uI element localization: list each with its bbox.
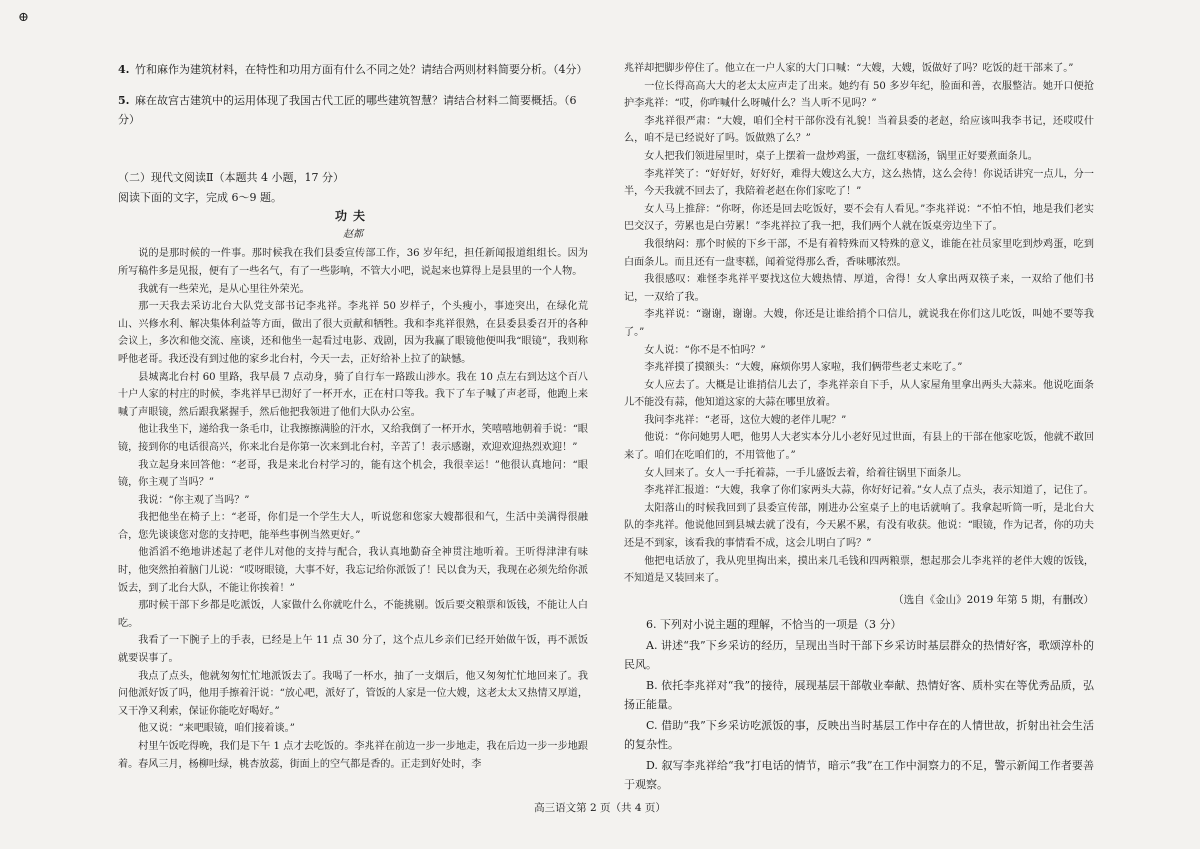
question-number: 5. <box>118 94 130 107</box>
section-instruction: 阅读下面的文字，完成 6～9 题。 <box>118 190 282 204</box>
story-paragraph: 我很纳闷：那个时候的下乡干部，不是有着特殊而又特殊的意义，谁能在社员家里吃到炒鸡蛋，吃到白面条儿。而且还有一盘枣糕，闻着觉得那么香，香味哪浓烈。 <box>624 238 1094 268</box>
story-paragraph: 太阳落山的时候我回到了县委宣传部，刚进办公室桌子上的电话就响了。我拿起听筒一听，是北台大队的李兆祥。他说他回到县城去就了没有，今天累不累，有没有收获。他说：“眼镜，作为记者，你的功夫还是不到家，该看我的事情看不成，这会儿明白了吗？” <box>624 502 1094 550</box>
question-5 <box>118 91 588 129</box>
story-paragraph: 他让我坐下，递给我一条毛巾，让我擦擦满脸的汗水，又给我倒了一杯开水，笑嘻嘻地朝着手说：“眼镜，接到你的电话很高兴，你来北台是你第一次来到北台村，辛苦了！表示感谢，欢迎欢迎热烈欢迎！” <box>118 424 588 453</box>
story-paragraph: 女人回来了。女人一手托着蒜，一手儿盛饭去着，给着往锅里下面条儿。 <box>644 467 968 479</box>
story-paragraph: 一位长得高高大大的老太太应声走了出来。她约有 50 多岁年纪，脸面和善，衣服整洁。她开口便抢护李兆祥：“哎，你咋喊什么呀喊什么？当人听不见吗？” <box>624 80 1094 110</box>
section-title: （二）现代文阅读Ⅱ（本题共 4 小题，17 分） <box>118 171 344 184</box>
story-paragraph: 我问李兆祥：“老哥，这位大嫂的老伴儿呢？” <box>644 414 847 426</box>
story-paragraph: 女人马上推辞：“你呀，你还是回去吃饭好，要不会有人看见。”李兆祥说：“不怕不怕，地是我们老实巴交汉子，劳累也是白劳累！”李兆祥拉了我一把，我们两个人就在饭桌旁边坐下了。 <box>624 203 1094 233</box>
story-paragraph: 兆祥却把脚步停住了。他立在一户人家的大门口喊：“大嫂，大嫂，饭做好了吗？吃饭的赶干部来了。” <box>624 63 1074 74</box>
story-paragraph: 他滔滔不绝地讲述起了老伴儿对他的支持与配合，我认真地勤奋全神贯注地听着。王听得津津有味时，他突然拍着脑门儿说：“哎呀眼镜，大事不好，我忘记给你派饭了！民以食为天，我现在必须先给你派饭去，到了北台大队，不能让你挨着！” <box>118 547 588 594</box>
story-body-right <box>624 60 1094 588</box>
story-body-left <box>118 245 588 773</box>
story-title: 功夫 <box>334 209 371 224</box>
question-number: 4. <box>118 63 130 76</box>
story-paragraph: 村里午饭吃得晚，我们是下午 1 点才去吃饭的。李兆祥在前边一步一步地走，我在后边一步一步地跟着。春风三月，杨柳吐绿，桃杏放蕊，街面上的空气都是香的。正走到好处时，李 <box>118 741 588 770</box>
story-paragraph: 他说：“你问她男人吧，他男人大老实本分儿小老好见过世面，有县上的干部在他家吃饭，他就不敢回来了。咱们在吃咱们的，不用管他了。” <box>624 432 1094 462</box>
story-paragraph: 李兆祥笑了：“好好好，好好好，难得大嫂这么大方，这么热情，这么会待！你说话讲究一点儿，分一半，今天我就不回去了，我陪着老赵在你们家吃了！” <box>624 168 1094 198</box>
story-paragraph: 我很感叹：难怪李兆祥平要找这位大嫂热情、厚道，舍得！女人拿出两双筷子来，一双给了他们书记，一双给了我。 <box>624 274 1094 303</box>
story-paragraph: 那一天我去采访北台大队党支部书记李兆祥。李兆祥 50 岁样子，个头瘦小，事迹突出，在绿化荒山、兴修水利、解决集体利益等方面，做出了很大贡献和牺牲。我和李兆祥很熟，在县委县委召开的各种会议上，多次和他交流、座谈，还和他坐一起看过电影、戏剧，因为我赢了眼镜他便叫我“眼镜”，我则称呼他老哥。我还没有到过他的家乡北台村，今天一去，正好给补上拉了的缺憾。 <box>118 301 588 365</box>
story-paragraph: 我看了一下腕子上的手表，已经是上午 11 点 30 分了，这个点儿乡亲们已经开始做午饭，再不派饭就要误事了。 <box>118 635 588 665</box>
story-paragraph: 我立起身来回答他：“老哥，我是来北台村学习的，能有这个机会，我很幸运！”他很认真地问：“眼镜，你主观了当吗？” <box>118 459 588 489</box>
question-4 <box>118 60 588 79</box>
story-source: （选自《金山》2019 年第 5 期，有删改） <box>893 593 1094 606</box>
story-paragraph: 那时候干部下乡都是吃派饭，人家做什么你就吃什么，不能挑剔。饭后要交粮票和饭钱，不能让人白吃。 <box>118 600 588 629</box>
page-footer: 高三语文第 2 页（共 4 页） <box>534 802 666 814</box>
story-paragraph: 他把电话放了，我从兜里掏出来，摸出来几毛钱和四两粮票，想起那会儿李兆祥的老伴大嫂的饭钱，不知道是又装回来了。 <box>624 555 1094 585</box>
answer-options <box>624 636 1094 794</box>
binding-hole-icon: ⊕ <box>18 10 29 25</box>
question-6 <box>624 615 1094 794</box>
answer-option-d: D. 叙写李兆祥给“我”打电话的情节，暗示“我”在工作中洞察力的不足，警示新闻工作者要善于观察。 <box>624 759 1094 792</box>
story-paragraph: 女人应去了。大概是让谁捎信儿去了，李兆祥亲自下手，从人家屋角里拿出两头大蒜来。他说吃面条儿不能没有蒜，他知道这家的大蒜在哪里放着。 <box>624 379 1094 409</box>
story-paragraph: 我就有一些荣光，是从心里往外荣光。 <box>138 283 310 295</box>
story-author: 赵都 <box>343 228 363 240</box>
story-paragraph: 县城离北台村 60 里路，我早晨 7 点动身，骑了自行车一路跋山涉水。我在 10 点左右到达这个百八十户人家的村庄的时候，李兆祥早已沏好了一杯开水，正在村口等我。我下了车子喊了声老哥，他跑上来喊了声眼镜，然后跟我紧握手，然后他把我领进了他们大队办公室。 <box>118 371 588 418</box>
story-paragraph: 李兆祥很严肃：“大嫂，咱们全村干部你没有礼貌！当着县委的老赵，给应该叫我李书记，还哎哎什么，咱不是已经说好了吗。饭做熟了么？” <box>624 115 1094 145</box>
story-paragraph: 李兆祥说：“谢谢，谢谢。大嫂，你还是让谁给捎个口信儿，就说我在你们这儿吃饭，叫她不要等我了。” <box>624 309 1094 338</box>
question-text: 麻在故宫古建筑中的运用体现了我国古代工匠的哪些建筑智慧？请结合材料二简要概括。（6分） <box>118 94 577 126</box>
story-paragraph: 我说：“你主观了当吗？” <box>138 494 250 506</box>
answer-option-b: B. 依托李兆祥对“我”的接待，展现基层干部敬业奉献、热情好客、质朴实在等优秀品质，弘扬正能量。 <box>624 679 1094 712</box>
answer-option-a: A. 讲述“我”下乡采访的经历，呈现出当时干部下乡采访时基层群众的热情好客，歌颂淳朴的民风。 <box>624 639 1094 672</box>
story-paragraph: 李兆祥汇报道：“大嫂，我拿了你们家两头大蒜，你好好记着。”女人点了点头，表示知道了，记住了。 <box>644 485 1094 497</box>
story-paragraph: 我点了点头，他就匆匆忙忙地派饭去了。我喝了一杯水，抽了一支烟后，他又匆匆忙忙地回来了。我问他派好饭了吗，他用手擦着汗说：“放心吧，派好了，管饭的人家是一位大嫂，这老太太又热情又厚道，又干净又利索，保证你能吃好喝好。” <box>118 670 588 717</box>
story-paragraph: 我把他坐在椅子上：“老哥，你们是一个学生大人，听说您和您家大嫂都很和气，生活中美满得很融合，您先谈谈您对您的支持吧，能举些事例当然更好。” <box>118 512 588 541</box>
story-paragraph: 女人说：“你不是不怕吗？” <box>644 344 766 356</box>
story-paragraph: 说的是那时候的一件事。那时候我在我们县委宣传部工作，36 岁年纪，担任新闻报道组组长。因为所写稿件多是见报，便有了一些名气，有了一些影响，不管大小吧，说起来也算得上是县里的一个人物。 <box>118 248 588 277</box>
right-column <box>624 60 1094 796</box>
story-paragraph: 女人把我们领进屋里时，桌子上摆着一盘炒鸡蛋，一盘红枣糕汤，锅里正好要煮面条儿。 <box>644 150 1038 162</box>
answer-option-c: C. 借助“我”下乡采访吃派饭的事，反映出当时基层工作中存在的人情世故，折射出社会生活的复杂性。 <box>624 719 1094 752</box>
left-column <box>118 60 588 773</box>
story-paragraph: 他又说：“来吧眼镜，咱们接着谈。” <box>138 723 295 735</box>
story-paragraph: 李兆祥摸了摸额头：“大嫂，麻烦你男人家啦，我们俩带些老丈来吃了。” <box>644 362 963 374</box>
question-text: 竹和麻作为建筑材料，在特性和功用方面有什么不同之处？请结合两则材料简要分析。（4分） <box>134 63 588 76</box>
question-stem: 6. 下列对小说主题的理解，不恰当的一项是（3 分） <box>646 618 902 632</box>
